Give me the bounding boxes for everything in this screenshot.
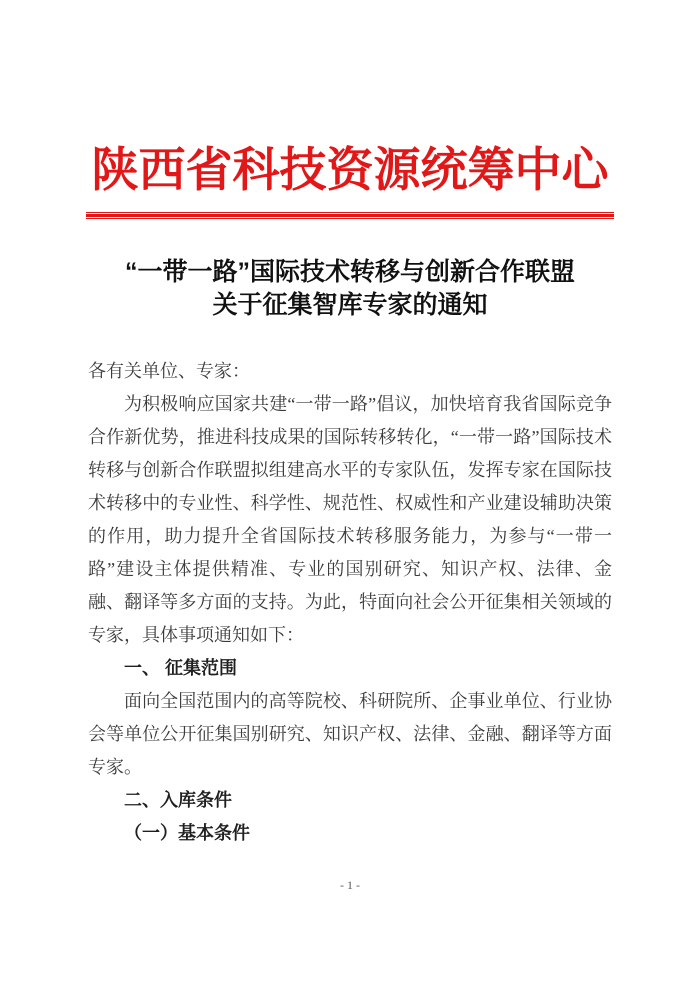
document-title-line2: 关于征集智库专家的通知: [212, 291, 488, 319]
document-title-line1: “一带一路”国际技术转移与创新合作联盟: [124, 258, 575, 286]
section-paragraph-collection-scope: 面向全国范围内的高等院校、科研院所、企事业单位、行业协会等单位公开征集国别研究、知识产权、法律、金融、翻译等方面专家。: [88, 691, 612, 777]
intro-paragraph: 为积极响应国家共建“一带一路”倡议，加快培育我省国际竞争合作新优势，推进科技成果的国际转移转化，“一带一路”国际技术转移与创新合作联盟拟组建高水平的专家队伍，发挥专家在国际技术转移中的专业性、科学性、规范性、权威性和产业建设辅助决策的作用，助力提升全省国际技术转移服务能力，为参与“一带一路”建设主体提供精准、专业的国别研究、知识产权、法律、金融、翻译等多方面的支持。为此，特面向社会公开征集相关领域的专家，具体事项通知如下：: [88, 394, 612, 645]
document-body: [88, 355, 612, 850]
org-name-letterhead: 陕西省科技资源统筹中心: [91, 145, 609, 197]
page-number: - 1 -: [340, 878, 360, 892]
section-heading-collection-scope: 一、 征集范围: [124, 658, 238, 678]
document-title: [0, 256, 700, 322]
red-divider-line: [86, 212, 614, 219]
salutation: 各有关单位、专家：: [88, 361, 250, 381]
section-heading-entry-conditions: 二、入库条件: [124, 790, 232, 810]
section-subheading-basic-conditions: （一）基本条件: [124, 823, 250, 843]
